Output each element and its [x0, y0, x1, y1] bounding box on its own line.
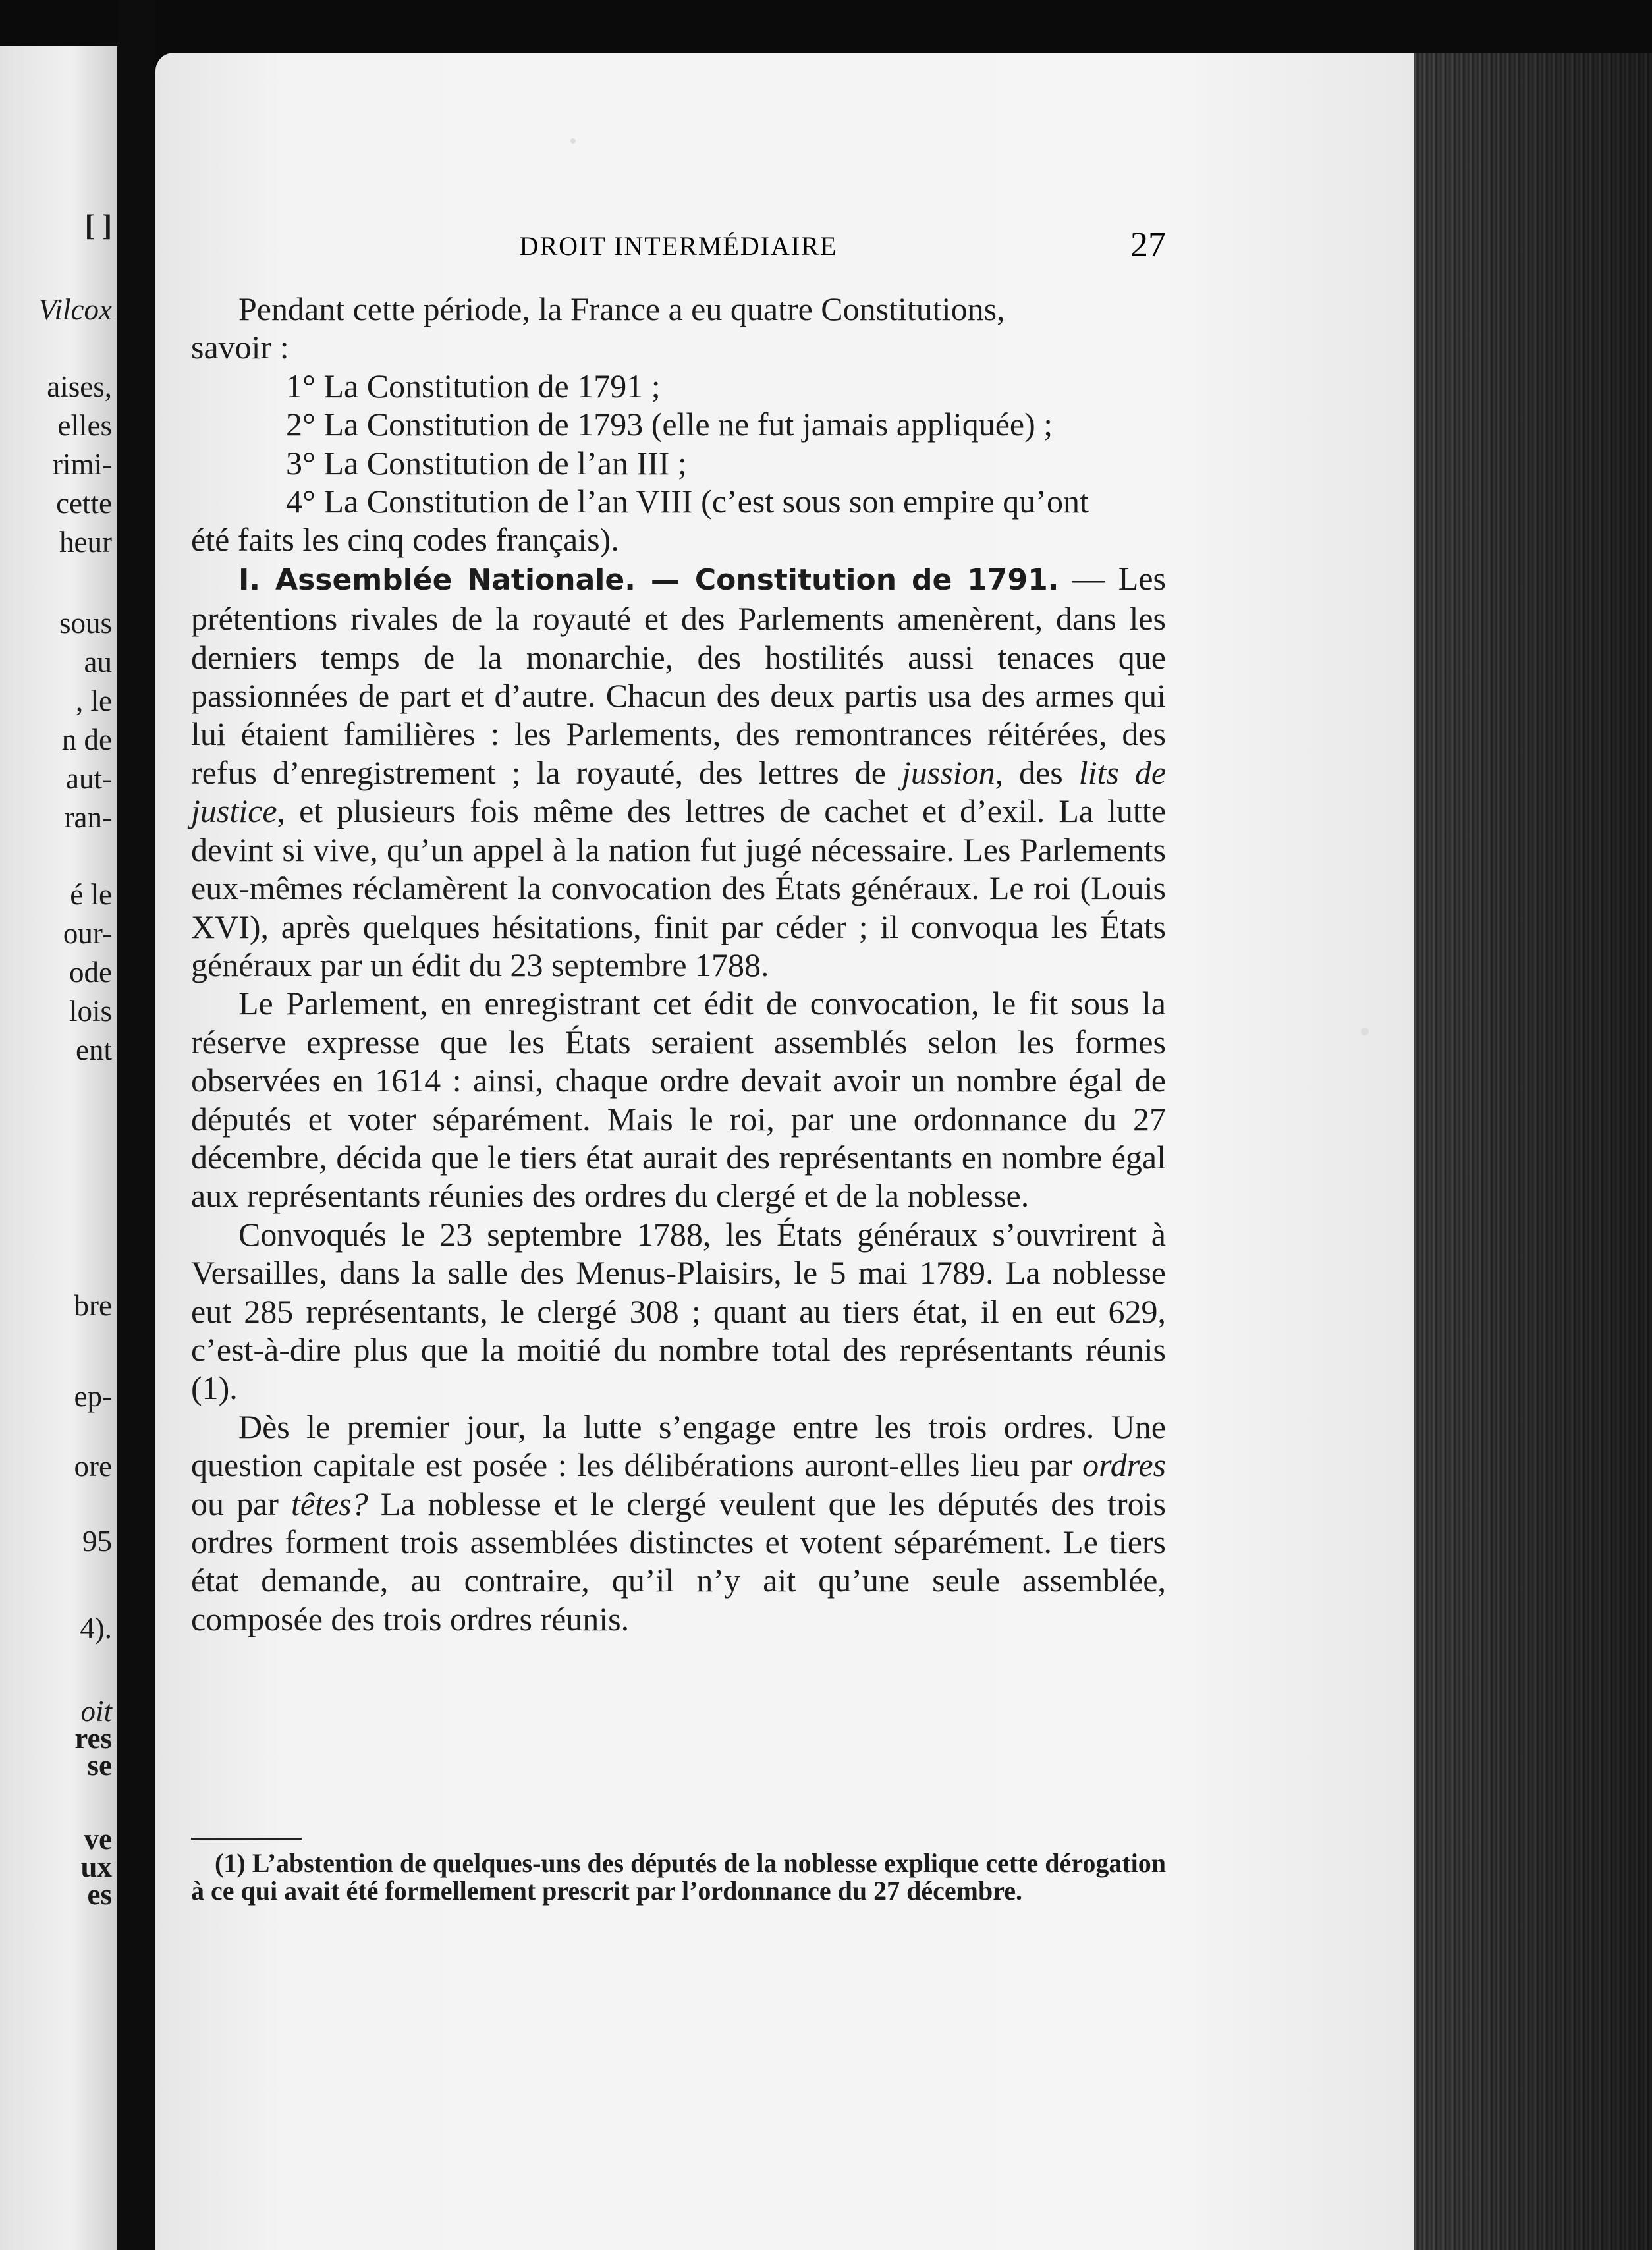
- paragraph-text: — Les prétentions rivales de la royauté et des Parlements amenèrent, dans les derniers temps de la monarchie, des hostilités aussi tenaces que passionnées de part et d’autre. Chacun des deux partis usa des armes qui lui étaient familières : les Parlements, des remontrances réitérées, des refus d’enregistrement ; la royauté, des lettres de: [191, 559, 1166, 791]
- facing-page-line: 95: [82, 1525, 112, 1558]
- page-edges: [1414, 53, 1652, 2250]
- facing-page-line: é le: [70, 878, 112, 911]
- paragraph: [191, 1408, 1166, 1638]
- facing-page-line: [ ]: [84, 209, 112, 242]
- book-gutter: [117, 0, 155, 2250]
- facing-page-line: es: [87, 1878, 112, 1911]
- page-number: 27: [1130, 225, 1166, 264]
- facing-page-line: rimi-: [53, 448, 112, 481]
- paragraph-text: La noblesse et le clergé veulent que les députés des trois ordres forment trois assemblées distinctes et votent séparément. Le tiers état demande, au contraire, qu’il n’y ait qu’une seule assemblée, composée des trois ordres réunis.: [191, 1485, 1166, 1637]
- footnote: (1) L’abstention de quelques-uns des députés de la noblesse explique cette dérogation à ce qui avait été formellement prescrit par l’ordonnance du 27 décembre.: [191, 1848, 1166, 1906]
- footnote-rule: [191, 1838, 302, 1840]
- facing-page-line: ode: [69, 956, 112, 989]
- facing-page-line: ent: [76, 1033, 112, 1066]
- facing-page-line: our-: [63, 917, 112, 950]
- section-heading: I. Assemblée Nationale. — Constitution de 1791.: [238, 562, 1059, 597]
- list-item: 4° La Constitution de l’an VIII (c’est sous son empire qu’ont: [286, 483, 1089, 520]
- paragraph: [191, 559, 1166, 984]
- facing-page-line: n de: [61, 723, 112, 756]
- paragraph: Le Parlement, en enregistrant cet édit de convocation, le fit sous la réserve expresse que les États seraient assemblés selon les formes observées en 1614 : ainsi, chaque ordre devait avoir un nombre égal de députés et voter séparément. Mais le roi, par une ordonnance du 27 décembre, décida que le tiers état aurait des représentants en nombre égal aux représentants réunies des ordres du clergé et de la noblesse.: [191, 985, 1166, 1215]
- facing-page-line: bre: [74, 1289, 112, 1322]
- facing-page-line: ran-: [64, 801, 112, 834]
- facing-page-line: cette: [56, 487, 112, 520]
- intro-line: [191, 290, 1166, 328]
- facing-page-line: aises,: [47, 370, 112, 403]
- italic-term: lits de justice: [191, 754, 1167, 830]
- list-item-continuation: été faits les cinq codes français).: [191, 521, 619, 559]
- facing-page-line: au: [84, 645, 112, 678]
- paragraph: Convoqués le 23 septembre 1788, les États généraux s’ouvrirent à Versailles, dans la salle des Menus-Plaisirs, le 5 mai 1789. La noblesse eut 285 représentants, le clergé 308 ; quant au tiers état, il en eut 629, c’est-à-dire plus que la moitié du nombre total des représentants réunis (1).: [191, 1215, 1166, 1407]
- italic-term: jussion: [901, 754, 995, 791]
- facing-page-line: elles: [57, 409, 112, 442]
- paragraph-text: Dès le premier jour, la lutte s’engage entre les trois ordres. Une question capitale est posée : les délibérations auront-elles lieu par: [191, 1408, 1166, 1484]
- paragraph-text: ou par: [191, 1485, 291, 1522]
- facing-page-line: aut-: [66, 762, 112, 795]
- facing-page-line: se: [87, 1749, 112, 1782]
- facing-page-line: ep-: [74, 1380, 112, 1413]
- italic-term: ordres: [1082, 1446, 1166, 1484]
- facing-page-line: ve: [84, 1823, 112, 1855]
- list-item: 2° La Constitution de 1793 (elle ne fut jamais appliquée) ;: [286, 406, 1053, 443]
- intro-text: Pendant cette période, la France a eu quatre Constitutions,: [238, 290, 1005, 327]
- facing-page-line: ux: [80, 1850, 112, 1883]
- paragraph-text: , et plusieurs fois même des lettres de cachet et d’exil. La lutte devint si vive, qu’un appel à la nation fut jugé nécessaire. Les Parlements eux-mêmes réclamèrent la convocation des États généraux. Le roi (Louis XVI), après quelques hésitations, finit par céder ; il convoqua les États généraux par un édit du 23 septembre 1788.: [191, 792, 1166, 983]
- facing-page-line: ore: [74, 1450, 112, 1483]
- facing-page-line: sous: [59, 607, 112, 640]
- facing-page-fragment: [0, 46, 117, 2250]
- main-text: [191, 290, 1166, 1638]
- facing-page-line: heur: [59, 526, 112, 559]
- page-header: [191, 224, 1166, 263]
- facing-page-line: , le: [76, 684, 112, 717]
- facing-page-line: oit: [80, 1695, 112, 1728]
- facing-page-line: Vilcox: [38, 293, 112, 326]
- italic-term: têtes?: [291, 1485, 368, 1522]
- facing-page-line: lois: [69, 995, 112, 1028]
- intro-line-2: savoir :: [191, 329, 289, 366]
- facing-page-line: 4).: [80, 1612, 112, 1645]
- list-item: 3° La Constitution de l’an III ;: [286, 444, 687, 481]
- paragraph-text: , des: [995, 754, 1079, 791]
- running-head: DROIT INTERMÉDIAIRE: [519, 231, 838, 261]
- list-item: 1° La Constitution de 1791 ;: [286, 367, 661, 404]
- facing-page-line: res: [74, 1722, 112, 1755]
